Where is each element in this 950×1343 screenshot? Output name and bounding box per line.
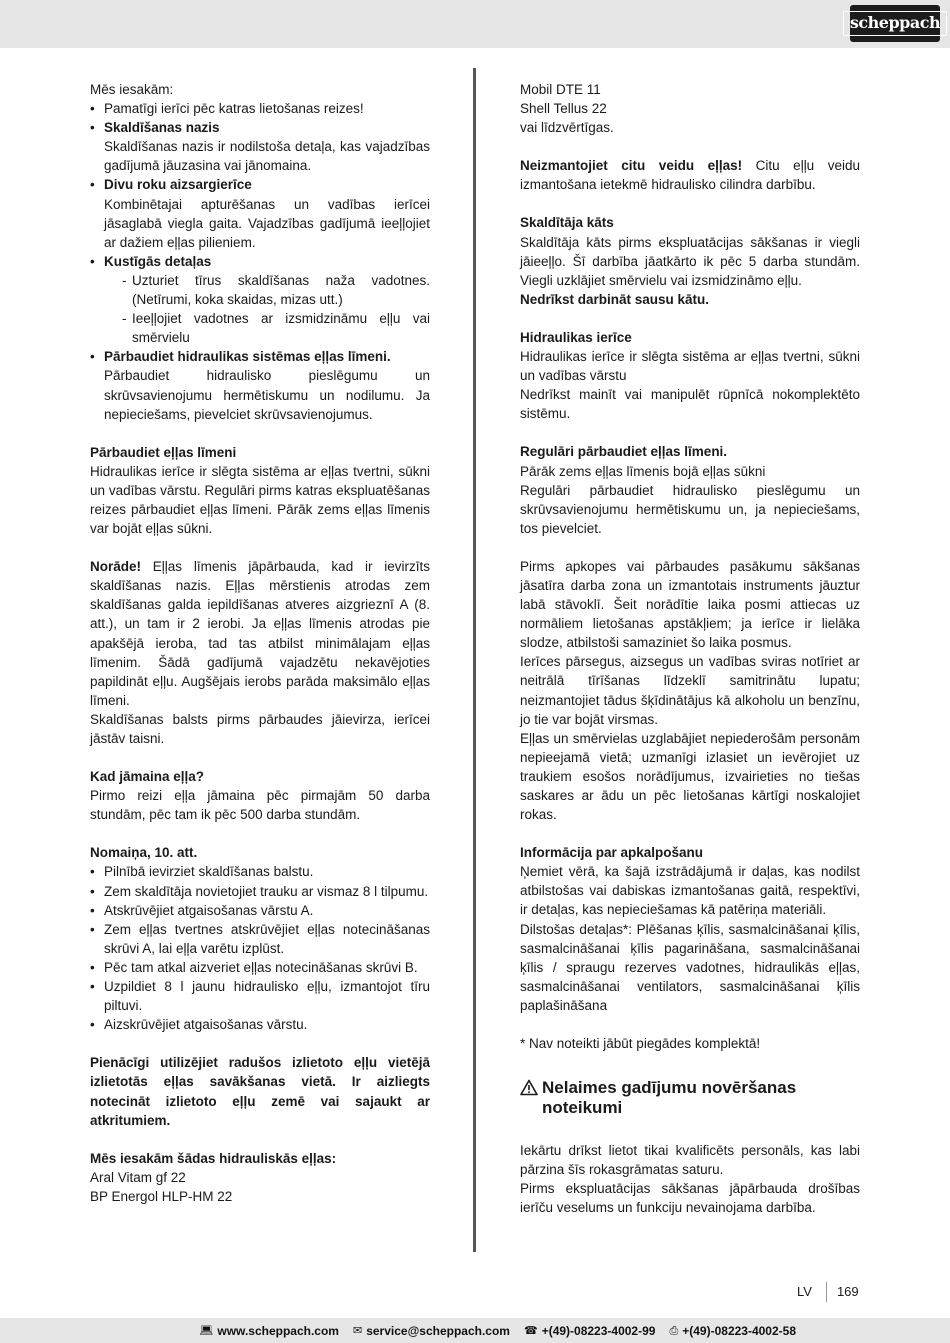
scheppach-logo bbox=[850, 5, 940, 42]
list-item: • Zem eļļas tvertnes atskrūvējiet eļļas notecināšanas skrūvi A, lai eļļa varētu izplūst. bbox=[90, 920, 430, 958]
section-heading: Hidraulikas ierīce bbox=[520, 329, 632, 345]
footer-email[interactable] bbox=[353, 1324, 510, 1338]
column-divider bbox=[473, 68, 476, 1252]
list-item: • Atskrūvējiet atgaisošanas vārstu A. bbox=[90, 901, 430, 920]
footer-phone bbox=[524, 1324, 655, 1338]
list-item bbox=[90, 347, 430, 423]
oil-type: BP Energol HLP-HM 22 bbox=[90, 1188, 233, 1204]
note-text: Eļļas līmenis jāpārbauda, kad ir ievirzīts skaldīšanas nazis. Eļļas mērstienis atrodas zem skaldīšanas galda iepildīšanas atveres aizgrieznī A (8. att.), un tam ir 2 ierobi. Ja eļļas līmenis atrodas pie apakšējā ieroba, tad tas atbilst minimālajam eļļas līmenim. Šādā gadījumā vajadzētu nekavējoties papildināt eļļu. Augšējais ierobs parāda maksimālo eļļas līmeni. bbox=[90, 559, 430, 708]
item-text: Pārbaudiet hidraulisko pieslēgumu un skrūvsavienojumu hermētiskumu un nodilumu. Ja nepieciešams, pievelciet skrūvsavienojumus. bbox=[104, 368, 430, 422]
web-link[interactable]: www.scheppach.com bbox=[217, 1323, 339, 1338]
computer-icon: 💻︎ bbox=[199, 1324, 214, 1337]
fax-icon: ⎙ bbox=[669, 1323, 679, 1337]
list-item bbox=[90, 175, 430, 251]
disposal-warning: Pienācīgi utilizējiet radušos izlietoto eļļu vietējā izlietotās eļļas savākšanas vietā. Ir aizliegts notecināt izlietoto eļļu zemē vai sajaukt ar atkritumiem. bbox=[90, 1055, 430, 1128]
fax-number: +(49)-08223-4002-58 bbox=[682, 1323, 796, 1338]
maintenance-text: Pirms apkopes vai pārbaudes pasākumu sākšanas jāsatīra darba zona un izmantotais instruments jāuztur labā stāvoklī. Šeit norādītie laika posmi attiecas uz normāliem lietošanas apstākļiem; ja ierīce ir lielāka slodze, atbilstoši samaziniet šo laika posmus. bbox=[520, 558, 860, 651]
list-item bbox=[90, 99, 430, 118]
footer-bar bbox=[0, 1318, 950, 1343]
right-column bbox=[520, 80, 860, 1218]
warning-label: Neizmantojiet citu veidu eļļas! bbox=[520, 158, 743, 174]
recommendations-list bbox=[90, 99, 430, 424]
item-title: Skaldīšanas nazis bbox=[104, 120, 220, 136]
section-heading: Informācija par apkalpošanu bbox=[520, 845, 704, 861]
section-heading: Mēs iesakām šādas hidrauliskās eļļas: bbox=[90, 1150, 337, 1166]
list-item: • Uzpildiet 8 l jaunu hidraulisko eļļu, izmantojot tīru piltuvi. bbox=[90, 977, 430, 1015]
item-text: Pamatīgi ierīci pēc katras lietošanas reizes! bbox=[104, 101, 364, 117]
warning-text: Citu eļļu veidu izmantošana ietekmē hidraulisko cilindra darbību. bbox=[520, 158, 860, 193]
oil-type: vai līdzvērtīgas. bbox=[520, 120, 614, 136]
page-number-value: 169 bbox=[836, 1284, 859, 1299]
header-bar bbox=[0, 0, 950, 48]
list-item: • Pēc tam atkal aizveriet eļļas notecināšanas skrūvi B. bbox=[90, 958, 430, 977]
item-title: Divu roku aizsargierīce bbox=[104, 177, 252, 193]
page-number-separator bbox=[826, 1282, 827, 1302]
footnote: * Nav noteikti jābūt piegādes komplektā! bbox=[520, 1036, 761, 1052]
sub-item: - Uzturiet tīrus skaldīšanas naža vadotnes. (Netīrumi, koka skaidas, mizas utt.) bbox=[104, 271, 430, 309]
email-link[interactable]: service@scheppach.com bbox=[366, 1323, 510, 1338]
page-number bbox=[797, 1282, 859, 1302]
accident-prevention-heading bbox=[520, 1078, 860, 1118]
note-paragraph bbox=[90, 557, 430, 710]
list-item: • Zem skaldītāja novietojiet trauku ar vismaz 8 l tilpumu. bbox=[90, 882, 430, 901]
section-text: Skaldīšanas balsts pirms pārbaudes jāievirza, ierīcei jāstāv taisni. bbox=[90, 711, 430, 746]
section-text: Iekārtu drīkst lietot tikai kvalificēts personāls, kas labi pārzina šīs rokasgrāmatas saturu. bbox=[520, 1143, 860, 1178]
mail-icon: ✉︎ bbox=[352, 1324, 363, 1337]
section-text: Nedrīkst mainīt vai manipulēt rūpnīcā nokomplektēto sistēmu. bbox=[520, 387, 860, 422]
oil-change-steps bbox=[90, 862, 430, 1034]
section-heading: Regulāri pārbaudiet eļļas līmeni. bbox=[520, 444, 728, 460]
section-heading: Skaldītāja kāts bbox=[520, 215, 614, 231]
section-heading: Pārbaudiet eļļas līmeni bbox=[90, 444, 237, 460]
section-text: Regulāri pārbaudiet hidraulisko pieslēgumu un skrūvsavienojumu hermētiskumu un, ja nepieciešams, tos pievelciet. bbox=[520, 482, 860, 536]
phone-icon: ☎︎ bbox=[523, 1324, 538, 1337]
section-warning: Nedrīkst darbināt sausu kātu. bbox=[520, 291, 710, 307]
section-text: Hidraulikas ierīce ir slēgta sistēma ar eļļas tvertni, sūkni un vadības vārstu. Regulāri pirms katras ekspluatēšanas reizes pārbaudiet eļļas līmeni. Pārāk zems eļļas līmenis var bojāt eļļas sūkni. bbox=[90, 463, 430, 537]
section-text: Pārāk zems eļļas līmenis bojā eļļas sūkni bbox=[520, 463, 766, 479]
list-item bbox=[90, 118, 430, 175]
maintenance-text: Eļļas un smērvielas uzglabājiet nepiederošām personām nepieejamā vietā; uzmanīgi izlasiet un ievērojiet uz traukiem esošos norādījumus, izvairieties no tiešas saskares ar ādu un pēc lietošanas kārtīgi noskalojiet rokas. bbox=[520, 730, 860, 823]
heading-text: Nelaimes gadījumu novēršanas noteikumi bbox=[542, 1078, 797, 1118]
section-heading: Nomaiņa, 10. att. bbox=[90, 845, 198, 861]
section-text: Skaldītāja kāts pirms ekspluatācijas sākšanas ir viegli jāieeļļo. Šī darbība jāatkārto ik pēc 5 darba stundām. Viegli uzklājiet smērvielu vai izsmidzināmo eļļu. bbox=[520, 234, 860, 288]
section-text: Pirmo reizi eļļa jāmaina pēc pirmajām 50 darba stundām, pēc tam ik pēc 500 darba stundām. bbox=[90, 788, 430, 823]
oil-warning bbox=[520, 156, 860, 194]
footer-web[interactable] bbox=[199, 1324, 339, 1338]
section-text: Ņemiet vērā, ka šajā izstrādājumā ir daļas, kas nodilst atbilstošas vai dabiskas izmantošanas gaitā, respektīvi, ir detaļas, kas nepieciešamas kā patēriņa materiāli. bbox=[520, 864, 860, 918]
warning-triangle-icon bbox=[520, 1079, 538, 1096]
left-column bbox=[90, 80, 430, 1206]
phone-number: +(49)-08223-4002-99 bbox=[541, 1323, 656, 1338]
oil-type: Aral Vitam gf 22 bbox=[90, 1169, 186, 1185]
list-item bbox=[90, 252, 430, 347]
maintenance-text: Ierīces pārsegus, aizsegus un vadības sviras notīriet ar neitrālā tīrīšanas līdzeklī samitrinātu lupatu; neizmantojiet tādus šķīdinātājus kā alkoholu un benzīnu, jo tie var bojāt virsmas. bbox=[520, 654, 860, 727]
oil-type: Mobil DTE 11 bbox=[520, 82, 601, 97]
item-text: Kombinētajai apturēšanas un vadības ierīcei jāsaglabā viegla gaita. Vajadzības gadījumā ieeļļojiet ar dažiem eļļas pilieniem. bbox=[104, 196, 430, 250]
section-text: Pirms ekspluatācijas sākšanas jāpārbauda drošības ierīču veselums un funkciju nevainojama darbība. bbox=[520, 1181, 860, 1216]
item-title: Pārbaudiet hidraulikas sistēmas eļļas līmeni. bbox=[104, 349, 391, 365]
list-item: • Pilnībā ievirziet skaldīšanas balstu. bbox=[90, 862, 430, 881]
sub-item: - Ieeļļojiet vadotnes ar izsmidzināmu eļļu vai smērvielu bbox=[104, 309, 430, 347]
language-code: LV bbox=[797, 1284, 812, 1299]
intro-text: Mēs iesakām: bbox=[90, 82, 174, 97]
wear-parts-text: Dilstošas detaļas*: Plēšanas ķīlis, sasmalcināšanai ķīlis, sasmalcināšanai ķīlis pagarināšana, sasmalcināšanai ķīlis / spraugu rezerves vadotnes, hidraulikās eļļas, sasmalcināšanai ventilators, sasmalcināšanai ķīlis paplašināšana bbox=[520, 921, 860, 1013]
item-text: Skaldīšanas nazis ir nodilstoša detaļa, kas vajadzības gadījumā jāuzasina vai jānomaina. bbox=[104, 139, 430, 174]
note-label: Norāde! bbox=[90, 559, 142, 575]
section-text: Hidraulikas ierīce ir slēgta sistēma ar eļļas tvertni, sūkni un vadības vārstu bbox=[520, 349, 860, 384]
footer-fax bbox=[669, 1324, 796, 1338]
section-heading: Kad jāmaina eļļa? bbox=[90, 769, 205, 785]
list-item: • Aizskrūvējiet atgaisošanas vārstu. bbox=[90, 1015, 430, 1034]
oil-type: Shell Tellus 22 bbox=[520, 101, 607, 117]
item-title: Kustīgās detaļas bbox=[104, 253, 212, 269]
logo-text: scheppach bbox=[843, 11, 947, 36]
